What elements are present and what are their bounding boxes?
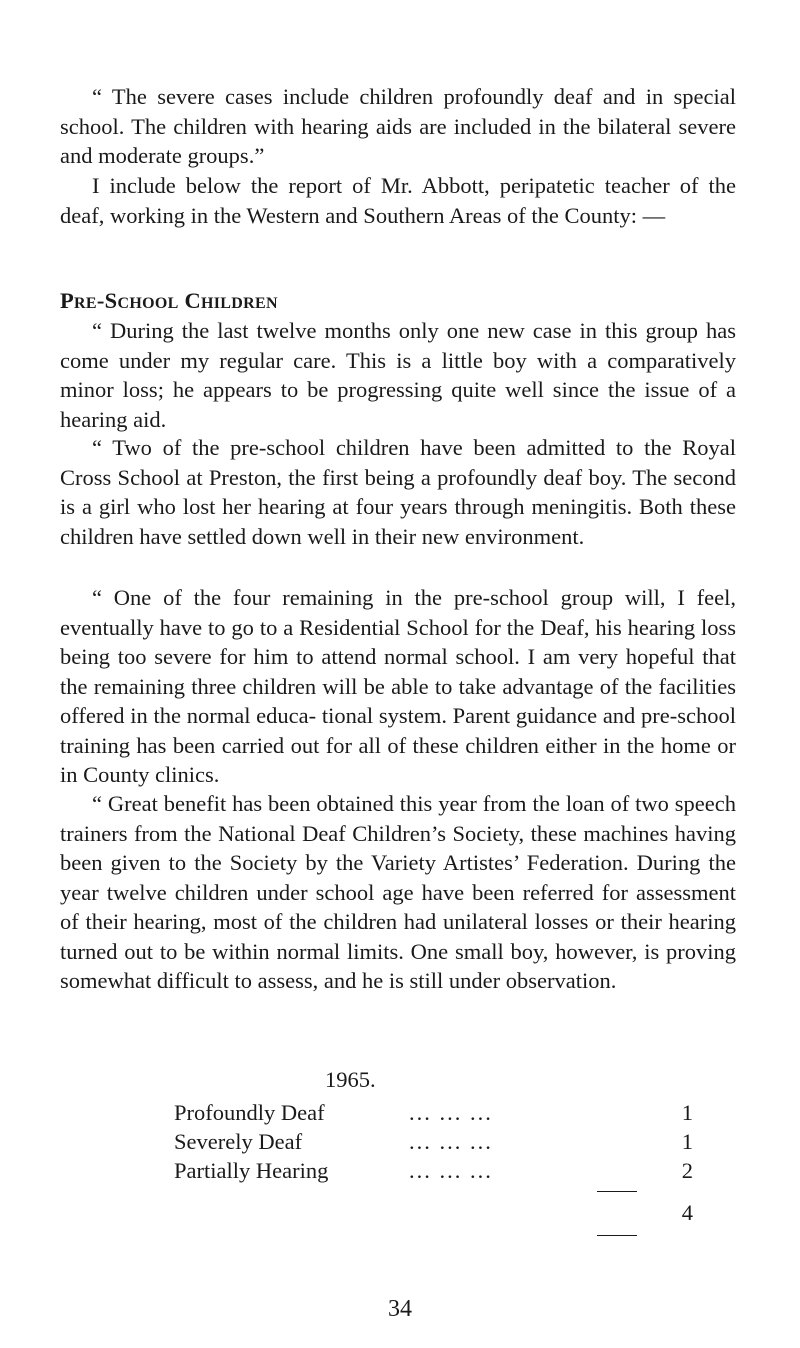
page-number: 34 — [388, 1296, 412, 1322]
row-label: Profoundly Deaf — [174, 1100, 325, 1125]
section-paragraph-4 — [60, 789, 736, 996]
paragraph-text: “ During the last twelve months only one new case in this group has come under my regular care. This is a little boy with a comparatively minor loss; he appears to be progressing quite well since the issue of a hearing aid. — [60, 318, 736, 432]
leader-dots: ... ... ... — [409, 1129, 493, 1154]
row-label: Partially Hearing — [174, 1158, 329, 1183]
section-paragraph-2 — [60, 433, 736, 551]
row-value: 1 — [681, 1129, 693, 1154]
table-year-heading: 1965. — [325, 1067, 376, 1092]
paragraph-text: “ Great benefit has been obtained this year from the loan of two speech trainers from the National Deaf Children’s Society, these machines having been given to the Society by the Variety Artistes’ Federation. During the year twelve children under school age have been referred for assessment of their hearing, most of the children had unilateral losses or their hearing turned out to be within normal limits. One small boy, however, is proving somewhat difficult to assess, and he is still under observation. — [60, 791, 736, 993]
report-intro-paragraph — [60, 171, 736, 230]
section-heading: Pre-School Children — [60, 288, 278, 313]
paragraph-text: I include below the report of Mr. Abbott, peripatetic teacher of the deaf, working in the Western and Southern Areas of the County: — — [60, 173, 736, 228]
leader-dots: ... ... ... — [409, 1158, 493, 1183]
row-label: Severely Deaf — [174, 1129, 303, 1154]
intro-quote-paragraph — [60, 82, 736, 171]
sum-rule-top — [597, 1191, 637, 1192]
row-value: 1 — [681, 1100, 693, 1125]
paragraph-text: “ The severe cases include children profoundly deaf and in special school. The children with hearing aids are included in the bilateral severe and moderate groups.” — [60, 84, 736, 168]
paragraph-text: “ Two of the pre-school children have been admitted to the Royal Cross School at Preston, the first being a profoundly deaf boy. The second is a girl who lost her hearing at four years through meningitis. Both these children have settled down well in their new environment. — [60, 435, 736, 549]
total-value: 4 — [681, 1200, 693, 1225]
row-value: 2 — [681, 1158, 693, 1183]
paragraph-text: “ One of the four remaining in the pre-school group will, I feel, eventually have to go to a Residential School for the Deaf, his hearing loss being too severe for him to attend normal school. I am very hopeful that the remaining three children will be able to take advantage of the facilities offered in the normal educa- tional system. Parent guidance and pre-school training has been carried out for all of these children either in the home or in County clinics. — [60, 585, 736, 787]
section-paragraph-1 — [60, 316, 736, 434]
section-paragraph-3 — [60, 583, 736, 790]
section-heading-block — [60, 286, 736, 316]
sum-rule-bottom — [597, 1235, 637, 1236]
leader-dots: ... ... ... — [409, 1100, 493, 1125]
